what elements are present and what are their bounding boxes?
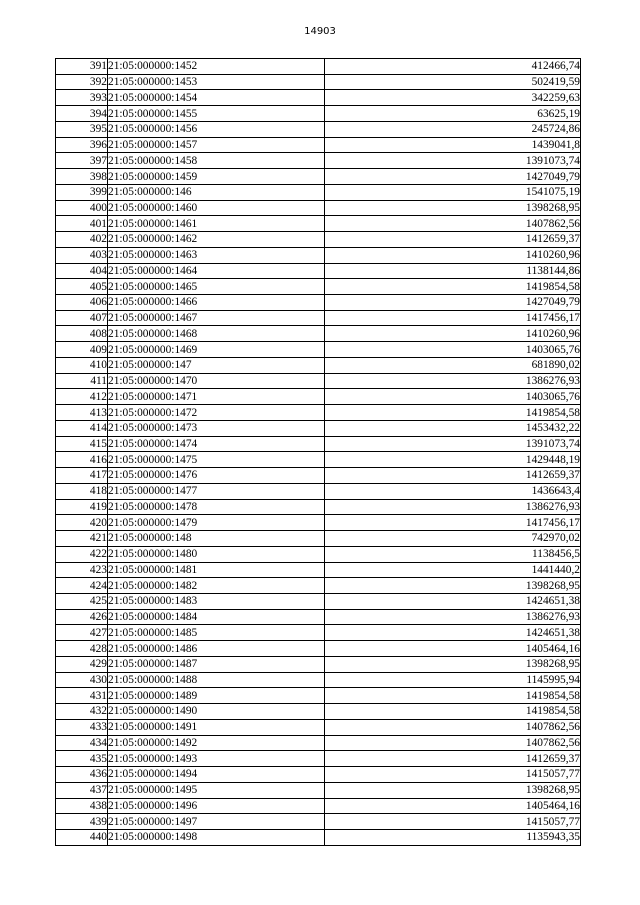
table-row	[56, 216, 581, 232]
row-number-cell: 399	[56, 184, 108, 200]
cadastral-number-cell: 21:05:000000:1477	[108, 483, 325, 499]
cadastral-value-cell: 1398268,95	[325, 200, 581, 216]
table-row	[56, 483, 581, 499]
table-row	[56, 184, 581, 200]
cadastral-number-cell: 21:05:000000:1459	[108, 169, 325, 185]
table-row	[56, 546, 581, 562]
cadastral-value-cell: 1417456,17	[325, 515, 581, 531]
table-row	[56, 625, 581, 641]
cadastral-number-cell: 21:05:000000:1464	[108, 263, 325, 279]
table-row	[56, 751, 581, 767]
cadastral-value-cell: 1424651,38	[325, 625, 581, 641]
cadastral-number-cell: 21:05:000000:1452	[108, 59, 325, 75]
table-row	[56, 310, 581, 326]
cadastral-number-cell: 21:05:000000:1467	[108, 310, 325, 326]
row-number-cell: 414	[56, 420, 108, 436]
cadastral-value-cell: 1138456,5	[325, 546, 581, 562]
cadastral-number-cell: 21:05:000000:1465	[108, 279, 325, 295]
cadastral-number-cell: 21:05:000000:1485	[108, 625, 325, 641]
cadastral-value-cell: 1417456,17	[325, 310, 581, 326]
cadastral-value-cell: 1453432,22	[325, 420, 581, 436]
cadastral-value-cell: 1410260,96	[325, 326, 581, 342]
cadastral-number-cell: 21:05:000000:1486	[108, 641, 325, 657]
row-number-cell: 438	[56, 798, 108, 814]
cadastral-value-cell: 1405464,16	[325, 798, 581, 814]
cadastral-value-cell: 1138144,86	[325, 263, 581, 279]
cadastral-number-cell: 21:05:000000:1466	[108, 295, 325, 311]
cadastral-number-cell: 21:05:000000:1458	[108, 153, 325, 169]
cadastral-number-cell: 21:05:000000:1468	[108, 326, 325, 342]
table-row	[56, 609, 581, 625]
table-row	[56, 90, 581, 106]
cadastral-value-cell: 1419854,58	[325, 405, 581, 421]
row-number-cell: 395	[56, 121, 108, 137]
cadastral-value-cell: 1541075,19	[325, 184, 581, 200]
cadastral-value-cell: 1410260,96	[325, 247, 581, 263]
cadastral-number-cell: 21:05:000000:146	[108, 184, 325, 200]
table-row	[56, 263, 581, 279]
cadastral-number-cell: 21:05:000000:1497	[108, 814, 325, 830]
cadastral-value-cell: 245724,86	[325, 121, 581, 137]
row-number-cell: 439	[56, 814, 108, 830]
table-row	[56, 121, 581, 137]
cadastral-value-cell: 1424651,38	[325, 593, 581, 609]
cadastral-number-cell: 21:05:000000:1475	[108, 452, 325, 468]
cadastral-value-cell: 1391073,74	[325, 153, 581, 169]
table-row	[56, 342, 581, 358]
cadastral-number-cell: 21:05:000000:1472	[108, 405, 325, 421]
cadastral-number-cell: 21:05:000000:1456	[108, 121, 325, 137]
cadastral-number-cell: 21:05:000000:1455	[108, 106, 325, 122]
cadastral-number-cell: 21:05:000000:1453	[108, 74, 325, 90]
row-number-cell: 413	[56, 405, 108, 421]
page-number: 14903	[304, 26, 336, 37]
row-number-cell: 415	[56, 436, 108, 452]
row-number-cell: 430	[56, 672, 108, 688]
cadastral-value-cell: 1441440,2	[325, 562, 581, 578]
table-row	[56, 452, 581, 468]
table-row	[56, 232, 581, 248]
cadastral-number-cell: 21:05:000000:147	[108, 357, 325, 373]
cadastral-value-cell: 1412659,37	[325, 751, 581, 767]
cadastral-number-cell: 21:05:000000:1462	[108, 232, 325, 248]
table-row	[56, 672, 581, 688]
cadastral-value-cell: 1419854,58	[325, 279, 581, 295]
cadastral-value-cell: 1419854,58	[325, 704, 581, 720]
row-number-cell: 405	[56, 279, 108, 295]
row-number-cell: 433	[56, 719, 108, 735]
table-row	[56, 405, 581, 421]
cadastral-number-cell: 21:05:000000:1480	[108, 546, 325, 562]
cadastral-value-cell: 342259,63	[325, 90, 581, 106]
row-number-cell: 407	[56, 310, 108, 326]
cadastral-value-cell: 1398268,95	[325, 656, 581, 672]
row-number-cell: 397	[56, 153, 108, 169]
row-number-cell: 431	[56, 688, 108, 704]
table-row	[56, 74, 581, 90]
cadastral-number-cell: 21:05:000000:1457	[108, 137, 325, 153]
row-number-cell: 426	[56, 609, 108, 625]
cadastral-number-cell: 21:05:000000:1461	[108, 216, 325, 232]
cadastral-value-cell: 1145995,94	[325, 672, 581, 688]
table-row	[56, 106, 581, 122]
table-row	[56, 782, 581, 798]
cadastral-value-cell: 63625,19	[325, 106, 581, 122]
table-row	[56, 578, 581, 594]
table-row	[56, 468, 581, 484]
cadastral-number-cell: 21:05:000000:1473	[108, 420, 325, 436]
cadastral-value-cell: 1412659,37	[325, 232, 581, 248]
row-number-cell: 408	[56, 326, 108, 342]
row-number-cell: 406	[56, 295, 108, 311]
cadastral-number-cell: 21:05:000000:1488	[108, 672, 325, 688]
cadastral-value-cell: 1419854,58	[325, 688, 581, 704]
row-number-cell: 417	[56, 468, 108, 484]
table-row	[56, 357, 581, 373]
cadastral-number-cell: 21:05:000000:1490	[108, 704, 325, 720]
cadastral-number-cell: 21:05:000000:1498	[108, 829, 325, 845]
table-row	[56, 767, 581, 783]
table-row	[56, 153, 581, 169]
cadastral-number-cell: 21:05:000000:1478	[108, 499, 325, 515]
cadastral-number-cell: 21:05:000000:1481	[108, 562, 325, 578]
table-row	[56, 593, 581, 609]
cadastral-number-cell: 21:05:000000:1495	[108, 782, 325, 798]
cadastral-value-cell: 681890,02	[325, 357, 581, 373]
row-number-cell: 393	[56, 90, 108, 106]
row-number-cell: 428	[56, 641, 108, 657]
cadastral-number-cell: 21:05:000000:1469	[108, 342, 325, 358]
table-row	[56, 562, 581, 578]
row-number-cell: 401	[56, 216, 108, 232]
cadastral-number-cell: 21:05:000000:1483	[108, 593, 325, 609]
table-row	[56, 169, 581, 185]
cadastral-value-cell: 1386276,93	[325, 609, 581, 625]
row-number-cell: 422	[56, 546, 108, 562]
cadastral-number-cell: 21:05:000000:1493	[108, 751, 325, 767]
row-number-cell: 416	[56, 452, 108, 468]
cadastral-value-cell: 1436643,4	[325, 483, 581, 499]
row-number-cell: 425	[56, 593, 108, 609]
table-row	[56, 420, 581, 436]
cadastral-number-cell: 21:05:000000:1494	[108, 767, 325, 783]
table-row	[56, 531, 581, 547]
cadastral-value-cell: 1412659,37	[325, 468, 581, 484]
table-row	[56, 656, 581, 672]
table-row	[56, 499, 581, 515]
row-number-cell: 418	[56, 483, 108, 499]
row-number-cell: 391	[56, 59, 108, 75]
row-number-cell: 402	[56, 232, 108, 248]
cadastral-value-cell: 1403065,76	[325, 389, 581, 405]
table-row	[56, 704, 581, 720]
row-number-cell: 424	[56, 578, 108, 594]
row-number-cell: 421	[56, 531, 108, 547]
table-row	[56, 295, 581, 311]
cadastral-value-cell: 1135943,35	[325, 829, 581, 845]
row-number-cell: 403	[56, 247, 108, 263]
cadastral-value-cell: 1398268,95	[325, 782, 581, 798]
cadastral-value-cell: 1407862,56	[325, 735, 581, 751]
row-number-cell: 429	[56, 656, 108, 672]
cadastral-value-cell: 1386276,93	[325, 499, 581, 515]
cadastral-value-cell: 1415057,77	[325, 767, 581, 783]
row-number-cell: 420	[56, 515, 108, 531]
cadastral-number-cell: 21:05:000000:1479	[108, 515, 325, 531]
table-row	[56, 247, 581, 263]
cadastral-value-cell: 1439041,8	[325, 137, 581, 153]
cadastral-value-cell: 1405464,16	[325, 641, 581, 657]
row-number-cell: 410	[56, 357, 108, 373]
table-row	[56, 814, 581, 830]
cadastral-number-cell: 21:05:000000:1460	[108, 200, 325, 216]
row-number-cell: 396	[56, 137, 108, 153]
cadastral-value-cell: 1427049,79	[325, 295, 581, 311]
table-row	[56, 137, 581, 153]
row-number-cell: 400	[56, 200, 108, 216]
row-number-cell: 434	[56, 735, 108, 751]
table-row	[56, 735, 581, 751]
table-row	[56, 59, 581, 75]
cadastral-value-cell: 1386276,93	[325, 373, 581, 389]
cadastral-number-cell: 21:05:000000:1487	[108, 656, 325, 672]
cadastral-value-cell: 1429448,19	[325, 452, 581, 468]
row-number-cell: 412	[56, 389, 108, 405]
cadastral-value-cell: 1427049,79	[325, 169, 581, 185]
table-row	[56, 798, 581, 814]
cadastral-value-cell: 1403065,76	[325, 342, 581, 358]
table-row	[56, 389, 581, 405]
cadastral-value-cell: 1415057,77	[325, 814, 581, 830]
cadastral-number-cell: 21:05:000000:1463	[108, 247, 325, 263]
cadastral-number-cell: 21:05:000000:1470	[108, 373, 325, 389]
row-number-cell: 409	[56, 342, 108, 358]
cadastral-number-cell: 21:05:000000:1489	[108, 688, 325, 704]
cadastral-value-cell: 742970,02	[325, 531, 581, 547]
cadastral-value-cell: 1407862,56	[325, 216, 581, 232]
table-row	[56, 688, 581, 704]
table-row	[56, 515, 581, 531]
cadastral-value-table	[55, 58, 581, 846]
cadastral-number-cell: 21:05:000000:1484	[108, 609, 325, 625]
cadastral-number-cell: 21:05:000000:1474	[108, 436, 325, 452]
row-number-cell: 435	[56, 751, 108, 767]
cadastral-number-cell: 21:05:000000:1454	[108, 90, 325, 106]
row-number-cell: 411	[56, 373, 108, 389]
cadastral-number-cell: 21:05:000000:148	[108, 531, 325, 547]
row-number-cell: 419	[56, 499, 108, 515]
cadastral-value-cell: 412466,74	[325, 59, 581, 75]
cadastral-value-cell: 1391073,74	[325, 436, 581, 452]
table-row	[56, 373, 581, 389]
cadastral-value-cell: 502419,59	[325, 74, 581, 90]
row-number-cell: 440	[56, 829, 108, 845]
cadastral-number-cell: 21:05:000000:1476	[108, 468, 325, 484]
table-row	[56, 641, 581, 657]
cadastral-number-cell: 21:05:000000:1492	[108, 735, 325, 751]
row-number-cell: 392	[56, 74, 108, 90]
row-number-cell: 436	[56, 767, 108, 783]
row-number-cell: 437	[56, 782, 108, 798]
row-number-cell: 398	[56, 169, 108, 185]
row-number-cell: 404	[56, 263, 108, 279]
cadastral-value-cell: 1407862,56	[325, 719, 581, 735]
cadastral-value-cell: 1398268,95	[325, 578, 581, 594]
cadastral-number-cell: 21:05:000000:1496	[108, 798, 325, 814]
table-row	[56, 200, 581, 216]
cadastral-number-cell: 21:05:000000:1491	[108, 719, 325, 735]
table-row	[56, 326, 581, 342]
row-number-cell: 432	[56, 704, 108, 720]
row-number-cell: 394	[56, 106, 108, 122]
table-row	[56, 829, 581, 845]
table-row	[56, 279, 581, 295]
table-row	[56, 436, 581, 452]
cadastral-number-cell: 21:05:000000:1482	[108, 578, 325, 594]
table-row	[56, 719, 581, 735]
row-number-cell: 423	[56, 562, 108, 578]
table-body	[56, 59, 581, 846]
cadastral-number-cell: 21:05:000000:1471	[108, 389, 325, 405]
row-number-cell: 427	[56, 625, 108, 641]
